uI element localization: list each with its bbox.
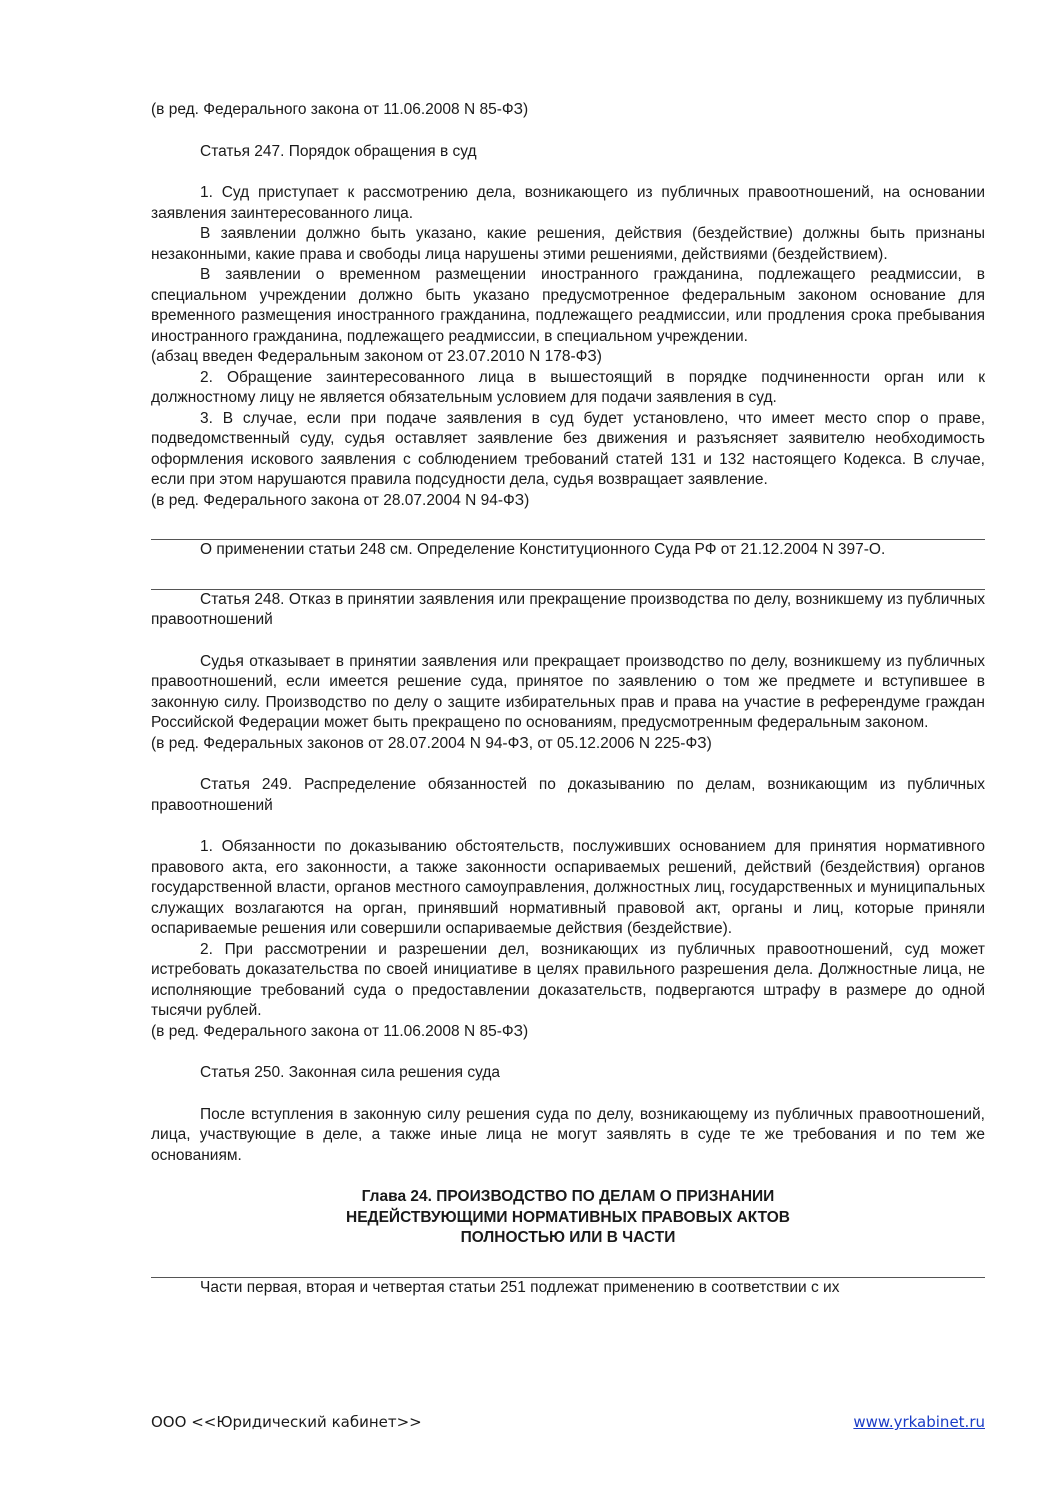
paragraph: 3. В случае, если при подаче заявления в суд будет установлено, что имеет место спор о праве, подведомственный суду, судья оставляет заявление без движения и разъясняет заявителю необходимость оформления искового заявления с соблюдением требований статей 131 и 132 настоящего Кодекса. В случае, если при этом нарушаются правила подсудности дела, судья возвращает заявление. (151, 409, 985, 488)
footer-company: ООО <<Юридический кабинет>> (151, 1413, 422, 1431)
paragraph: После вступления в законную силу решения суда по делу, возникающему из публичных правоотношений, лица, участвующие в деле, а также иные лица не могут заявлять в суде те же требования и по тем же основаниям. (151, 1105, 985, 1164)
paragraph: Статья 249. Распределение обязанностей по доказыванию по делам, возникающим из публичных правоотношений (151, 776, 985, 814)
chapter-heading-line-1: Глава 24. ПРОИЗВОДСТВО ПО ДЕЛАМ О ПРИЗНАНИИ (361, 1188, 775, 1205)
chapter-heading-line-2: НЕДЕЙСТВУЮЩИМИ НОРМАТИВНЫХ ПРАВОВЫХ АКТОВ (346, 1208, 790, 1226)
document-page (151, 100, 985, 1298)
paragraph: 1. Суд приступает к рассмотрению дела, возникающего из публичных правоотношений, на основании заявления заинтересованного лица. (151, 184, 985, 222)
paragraph: В заявлении должно быть указано, какие решения, действия (бездействие) должны быть признаны незаконными, какие права и свободы лица нарушены этими решениями, действиями (бездействием). (151, 225, 985, 263)
document-blocks (151, 100, 985, 1166)
edition-note: (в ред. Федерального закона от 11.06.2008 N 85-ФЗ) (151, 101, 529, 118)
paragraph: В заявлении о временном размещении иностранного гражданина, подлежащего реадмиссии, в специальном учреждении должно быть указано предусмотренное федеральным законом основание для временного размещения иностранного гражданина, подлежащего реадмиссии, или продления срока пребывания иностранного гражданина, подлежащего реадмиссии, в специальном учреждении. (151, 266, 985, 345)
paragraph: 2. При рассмотрении и разрешении дел, возникающих из публичных правоотношений, суд может истребовать доказательства по своей инициативе в целях правильного разрешения дела. Должностные лица, не исполняющие требований суда о предоставлении доказательств, подвергаются штрафу в размере до одной тысячи рублей. (151, 940, 985, 1019)
edition-note: (абзац введен Федеральным законом от 23.07.2010 N 178-ФЗ) (151, 348, 602, 365)
edition-note: (в ред. Федеральных законов от 28.07.2004 N 94-ФЗ, от 05.12.2006 N 225-ФЗ) (151, 734, 712, 752)
chapter-heading (151, 1187, 985, 1249)
paragraph: Статья 248. Отказ в принятии заявления или прекращение производства по делу, возникшему из публичных правоотношений (151, 589, 985, 631)
paragraph: Статья 247. Порядок обращения в суд (200, 142, 477, 160)
paragraph: 2. Обращение заинтересованного лица в вышестоящий в порядке подчиненности орган или к должностному лицу не является обязательным условием для подачи заявления в суд. (151, 368, 985, 406)
paragraph: 1. Обязанности по доказыванию обстоятельств, послуживших основанием для принятия нормативного правового акта, его законности, а также законности оспариваемых решений, действий (бездействия) органов государственной власти, органов местного самоуправления, должностных лиц, государственных и муниципальных служащих возлагаются на орган, принявший нормативный правовой акт, органы и лиц, которые приняли оспариваемые решения или совершили оспариваемые действия (бездействие). (151, 838, 985, 937)
paragraph: О применении статьи 248 см. Определение Конституционного Суда РФ от 21.12.2004 N 397-О. (151, 539, 985, 561)
paragraph: Статья 250. Законная сила решения суда (200, 1064, 500, 1081)
paragraph: Судья отказывает в принятии заявления или прекращает производство по делу, возникшему из публичных правоотношений, если имеется решение суда, принятое по заявлению о том же предмете и вступившее в законную силу. Производство по делу о защите избирательных прав и права на участие в референдуме граждан Российской Федерации может быть прекращено по основаниям, предусмотренным федеральным законом. (151, 652, 985, 731)
last-paragraph: Части первая, вторая и четвертая статьи 251 подлежат применению в соответствии с их (151, 1277, 985, 1299)
edition-note: (в ред. Федерального закона от 11.06.2008 N 85-ФЗ) (151, 1022, 529, 1040)
footer-website-link[interactable]: www.yrkabinet.ru (853, 1413, 985, 1431)
edition-note: (в ред. Федерального закона от 28.07.2004 N 94-ФЗ) (151, 491, 530, 509)
chapter-heading-line-3: ПОЛНОСТЬЮ ИЛИ В ЧАСТИ (460, 1229, 676, 1246)
